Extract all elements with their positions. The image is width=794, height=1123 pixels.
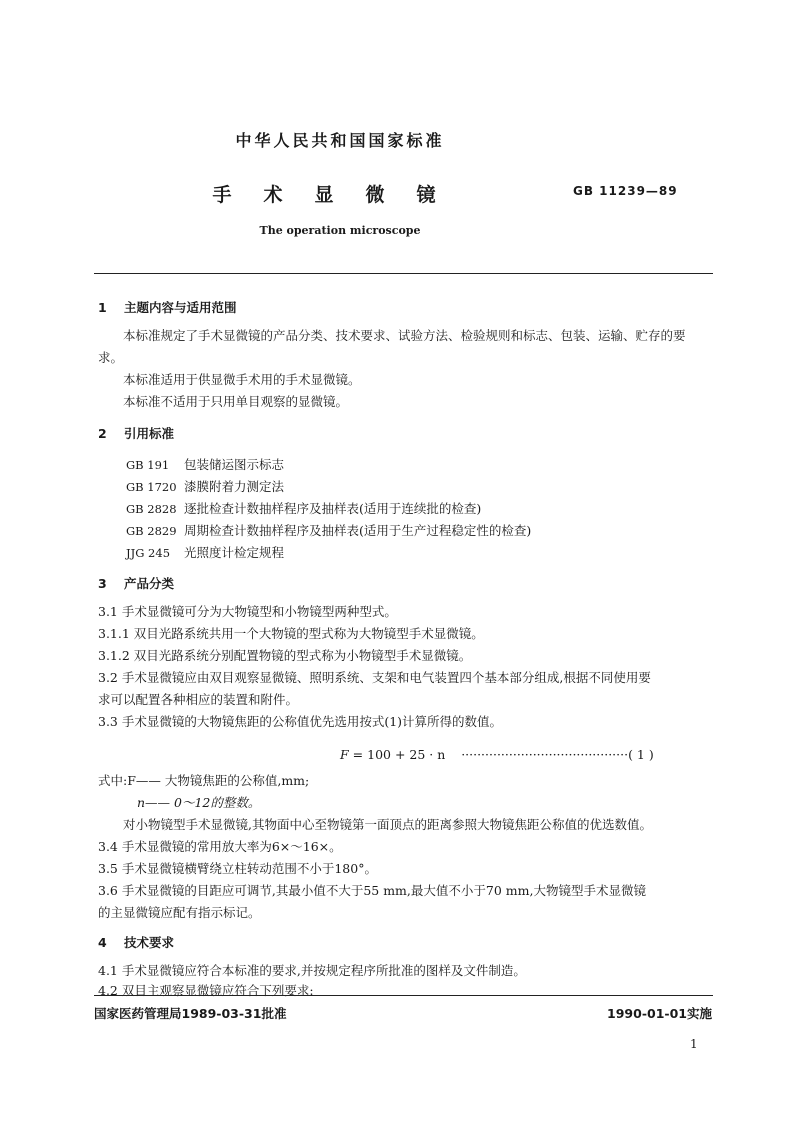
english-title: The operation microscope [259, 224, 421, 237]
clause-3-4: 3.4 手术显微镜的常用放大率为6×～16×。 [98, 839, 342, 854]
clause-4-1: 4.1 手术显微镜应符合本标准的要求,并按规定程序所批准的图样及文件制造。 [98, 963, 526, 978]
effective-date: 1990-01-01实施 [607, 1006, 712, 1021]
reference-item: GB 2828 逐批检查计数抽样程序及抽样表(适用于连续批的检查) [126, 501, 482, 516]
section-1-title: 主题内容与适用范围 [124, 300, 237, 315]
reference-item: GB 191 包装储运图示标志 [126, 457, 285, 472]
standard-code: GB 11239—89 [573, 184, 678, 198]
small-objective-note: 对小物镜型手术显微镜,其物面中心至物镜第一面顶点的距离参照大物镜焦距公称值的优选数值。 [123, 817, 652, 832]
clause-3-2b: 求可以配置各种相应的装置和附件。 [98, 692, 299, 707]
issuer-approval: 国家医药管理局1989-03-31批准 [94, 1006, 287, 1021]
clause-3-2a: 3.2 手术显微镜应由双目观察显微镜、照明系统、支架和电气装置四个基本部分组成,根据不同使用要 [98, 670, 651, 685]
section-4-title: 技术要求 [124, 935, 175, 950]
reference-item: GB 2829 周期检查计数抽样程序及抽样表(适用于生产过程稳定性的检查) [126, 523, 532, 538]
clause-3-1-1: 3.1.1 双目光路系统共用一个大物镜的型式称为大物镜型手术显微镜。 [98, 626, 484, 641]
section-1-heading [98, 298, 237, 316]
paragraph-1-1b: 求。 [98, 350, 124, 365]
clause-4-2: 4.2 双目主观察显微镜应符合下列要求: [98, 983, 314, 998]
clause-3-1-2: 3.1.2 双目光路系统分别配置物镜的型式称为小物镜型手术显微镜。 [98, 648, 472, 663]
reference-item: GB 1720 漆膜附着力测定法 [126, 479, 285, 494]
header-divider [94, 273, 713, 274]
section-2-title: 引用标准 [124, 426, 175, 441]
formula-where-1: 式中:F—— 大物镜焦距的公称值,mm; [98, 773, 310, 788]
paragraph-1-1a: 本标准规定了手术显微镜的产品分类、技术要求、试验方法、检验规则和标志、包装、运输、贮存的要 [123, 328, 686, 343]
standard-title: 中华人民共和国国家标准 [235, 131, 445, 150]
clause-3-6a: 3.6 手术显微镜的目距应可调节,其最小值不大于55 mm,最大值不小于70 mm,大物镜型手术显微镜 [98, 883, 646, 898]
document-title: 手术显微镜 [212, 184, 468, 206]
section-2-number: 2 [98, 426, 107, 441]
section-2-heading [98, 424, 174, 442]
section-3-heading [98, 574, 174, 592]
paragraph-1-3: 本标准不适用于只用单目观察的显微镜。 [123, 394, 349, 409]
formula-1: F = 100 + 25 · n ··········································( 1 ) [340, 747, 654, 762]
page-number: 1 [690, 1037, 698, 1051]
clause-3-3: 3.3 手术显微镜的大物镜焦距的公称值优先选用按式(1)计算所得的数值。 [98, 714, 503, 729]
section-3-number: 3 [98, 576, 107, 591]
section-4-number: 4 [98, 935, 107, 950]
clause-3-5: 3.5 手术显微镜横臂绕立柱转动范围不小于180°。 [98, 861, 377, 876]
section-4-heading [98, 933, 174, 951]
clause-3-1: 3.1 手术显微镜可分为大物镜型和小物镜型两种型式。 [98, 604, 397, 619]
footer-divider [94, 995, 713, 996]
section-1-number: 1 [98, 300, 107, 315]
formula-where-2: n—— 0～12的整数。 [137, 795, 261, 810]
section-3-title: 产品分类 [124, 576, 175, 591]
paragraph-1-2: 本标准适用于供显微手术用的手术显微镜。 [123, 372, 361, 387]
clause-3-6b: 的主显微镜应配有指示标记。 [98, 905, 261, 920]
reference-item: JJG 245 光照度计检定规程 [126, 545, 285, 560]
